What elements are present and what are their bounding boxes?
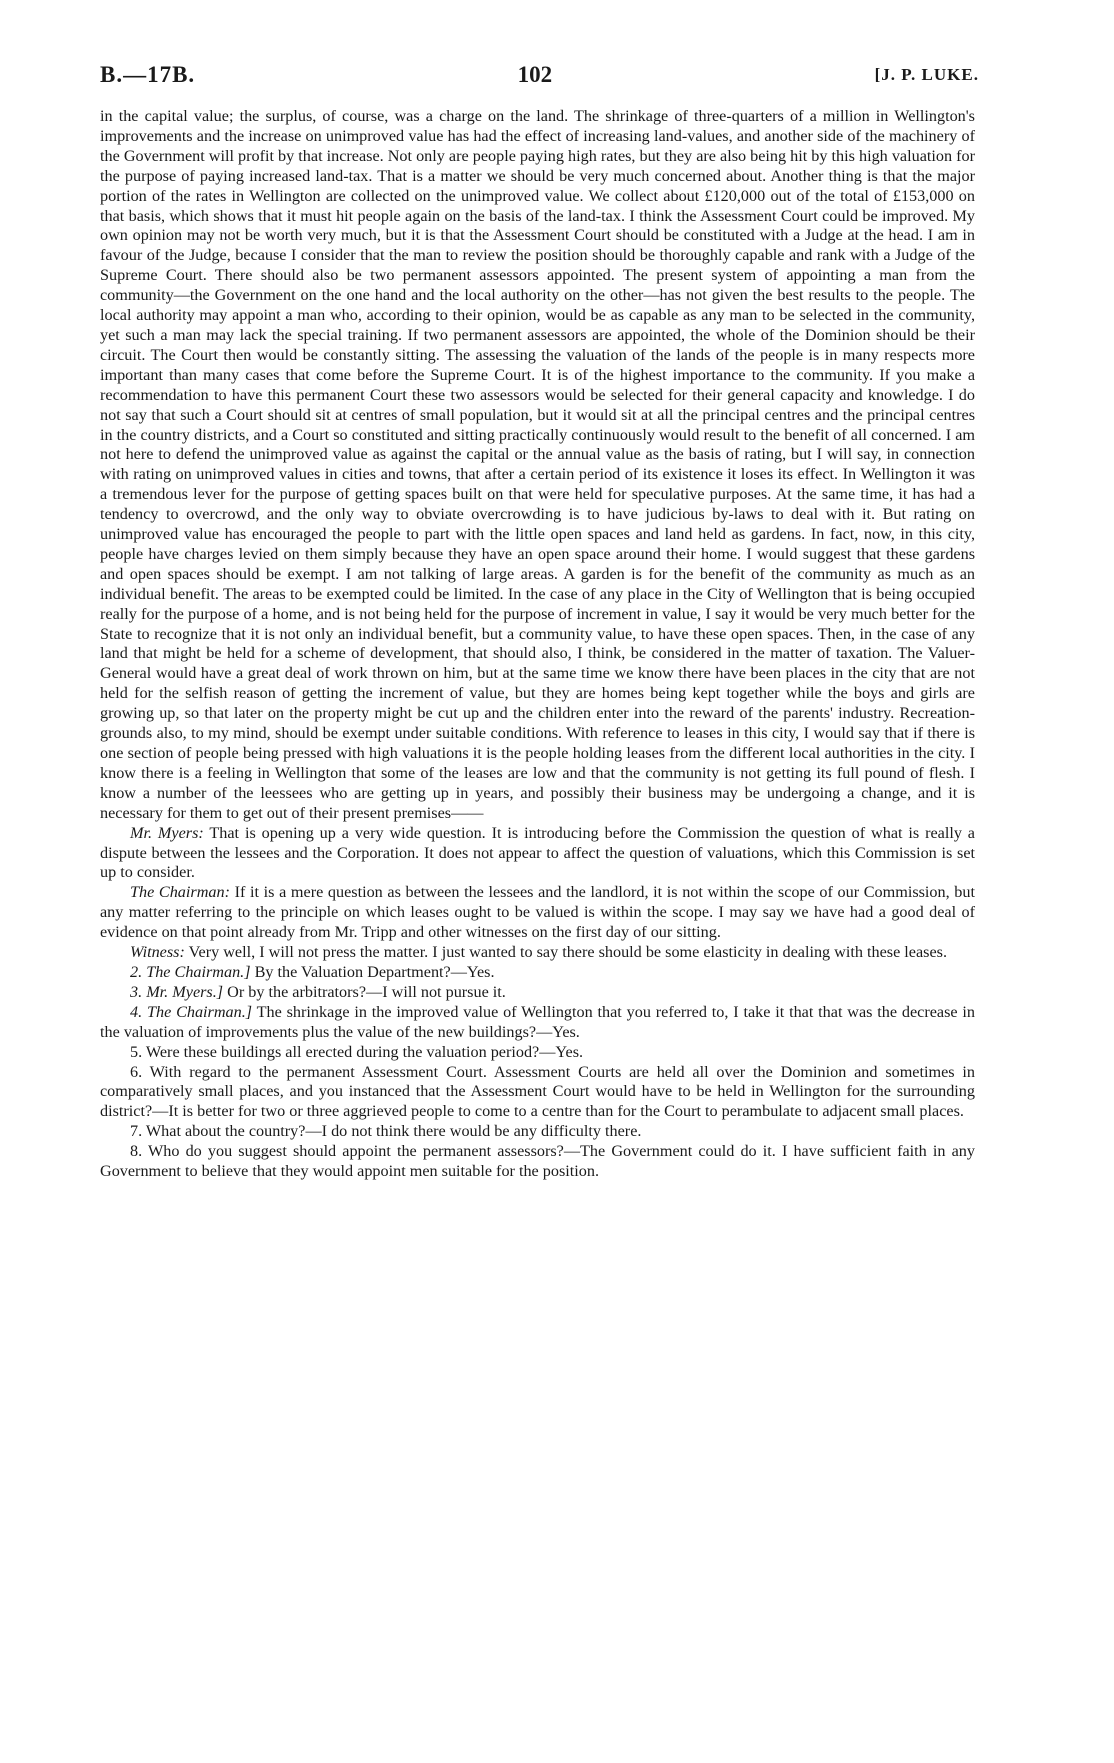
speaker-label: 2. The Chairman.] [130,962,251,981]
question-3 [100,983,975,1003]
paragraph-text: 7. What about the country?—I do not think there would be any difficulty there. [130,1122,642,1141]
speaker-label: Mr. Myers: [130,823,204,842]
speaker-label: Witness: [130,943,185,962]
document-body [100,107,975,1182]
paragraph-chairman [100,883,975,943]
paragraph-myers [100,824,975,884]
paragraph-text: That is opening up a very wide question. It is introducing before the Commission the question of what is really a dispute between the lessees and the Corporation. It does not appear to affect the question of valuations, which this Commission is set up to consider. [100,823,975,882]
speaker-label: 4. The Chairman.] [130,1002,253,1021]
question-2 [100,963,975,983]
paragraph-witness [100,943,975,963]
paragraph-text: If it is a mere question as between the lessees and the landlord, it is not within the scope of our Commission, but any matter referring to the principle on which leases ought to be valued is within the scope. I may say we have had a good deal of evidence on that point already from Mr. Tripp and other witnesses on the first day of our sitting. [100,883,975,942]
question-6 [100,1063,975,1123]
question-7 [100,1122,975,1142]
document-reference: B.—17B. [100,62,196,87]
page-header [100,58,979,92]
paragraph-text: in the capital value; the surplus, of course, was a charge on the land. The shrinkage of three-quarters of a million in Wellington's improvements and the increase on unimproved value has had the effect of increasing land-values, and another side of the machinery of the Government will profit by that increase. Not only are people paying high rates, but they are also being hit by this high valuation for the purpose of paying increased land-tax. That is a matter we should be very much concerned about. Another thing is that the major portion of the rates in Wellington are collected on the unimproved value. We collect about £120,000 out of the total of £153,000 on that basis, which shows that it must hit people again on the basis of the land-tax. I think the Assessment Court could be improved. My own opinion may not be worth very much, but it is that the Assessment Court should be constituted with a Judge at the head. I am in favour of the Judge, because I consider that the man to review the position should be thoroughly capable and rank with a Judge of the Supreme Court. There should also be two permanent assessors appointed. The present system of appointing a man from the community—the Government on the one hand and the local authority on the other—has not given the best results to the people. The local authority may appoint a man who, according to their opinion, would be as capable as any man to be selected in the community, yet such a man may lack the special training. If two permanent assessors are appointed, the whole of the Dominion should be their circuit. The Court then would be constantly sitting. The assessing the valuation of the lands of the people is in many respects more important than many cases that come before the Supreme Court. It is of the highest importance to the community. If you make a recommendation to have this permanent Court these two assessors would be selected for their general capacity and knowledge. I do not say that such a Court should sit at centres of small population, but it would sit at all the principal centres and the principal centres in the country districts, and a Court so constituted and sitting practically continuously would result to the benefit of all concerned. I am not here to defend the unimproved value as against the capital or the annual value as the basis of rating, but I will say, in connection with rating on unimproved values in cities and towns, that after a certain period of its existence it loses its effect. In Wellington it was a tremendous lever for the purpose of getting spaces built on that were held for speculative purposes. At the same time, it has had a tendency to overcrowd, and the only way to obviate overcrowding is to have judicious by-laws to deal with it. But rating on unimproved value has encouraged the people to part with the little open spaces and land held as gardens. In fact, now, in this city, people have charges levied on them simply because they have an open space around their home. I would suggest that these gardens and open spaces should be exempt. I am not talking of large areas. A garden is for the benefit of the community as much as an individual benefit. The areas to be exempted could be limited. In the case of any place in the City of Wellington that is being occupied really for the purpose of a home, and is not being held for the purpose of increment in value, I say it would be very much better for the State to recognize that it is not only an individual benefit, but a community value, to have these open spaces. Then, in the case of any land that might be held for a scheme of development, that should also, I think, be considered in the matter of taxation. The Valuer-General would have a great deal of work thrown on him, but at the same time we know there have been places in the city that are not held for the selfish reason of getting the increment of value, but they are homes being kept together while the boys and girls are growing up, so that later on the property might be cut up and the children enter into the reward of the parents' industry. Recreation-grounds also, to my mind, should be exempt under suitable conditions. With reference to leases in this city, I would say that if there is one section of people being pressed with high valuations it is the people holding leases from the different local authorities in the city. I know there is a feeling in Wellington that some of the leases are low and that the community is not getting its full pound of flesh. I know a number of the leessees who are getting up in years, and possibly their business may be undergoing a change, and it is necessary for them to get out of their present premises—— [100,107,975,822]
question-5 [100,1043,975,1063]
question-8 [100,1142,975,1182]
speaker-label: The Chairman: [130,883,230,902]
question-4 [100,1003,975,1043]
paragraph-text: Very well, I will not press the matter. I just wanted to say there should be some elasticity in dealing with these leases. [188,943,948,962]
paragraph-evidence [100,107,975,824]
paragraph-text: By the Valuation Department?—Yes. [254,962,495,981]
paragraph-text: The shrinkage in the improved value of Wellington that you referred to, I take it that that was the decrease in the valuation of improvements plus the value of the new buildings?—Yes. [100,1002,976,1041]
paragraph-text: 8. Who do you suggest should appoint the permanent assessors?—The Government could do it. I have sufficient faith in any Government to believe that they would appoint men suitable for the position. [100,1142,975,1181]
page-number: 102 [517,62,553,87]
speaker-label: 3. Mr. Myers.] [130,982,224,1001]
paragraph-text: 5. Were these buildings all erected during the valuation period?—Yes. [130,1042,584,1061]
paragraph-text: Or by the arbitrators?—I will not pursue it. [227,982,506,1001]
witness-name: [J. P. LUKE. [874,65,979,84]
paragraph-text: 6. With regard to the permanent Assessment Court. Assessment Courts are held all over the Dominion and sometimes in comparatively small places, and you instanced that the Assessment Court would have to be held in Wellington for the surrounding district?—It is better for two or three aggrieved people to come to a centre than for the Court to perambulate to adjacent small places. [100,1062,975,1121]
